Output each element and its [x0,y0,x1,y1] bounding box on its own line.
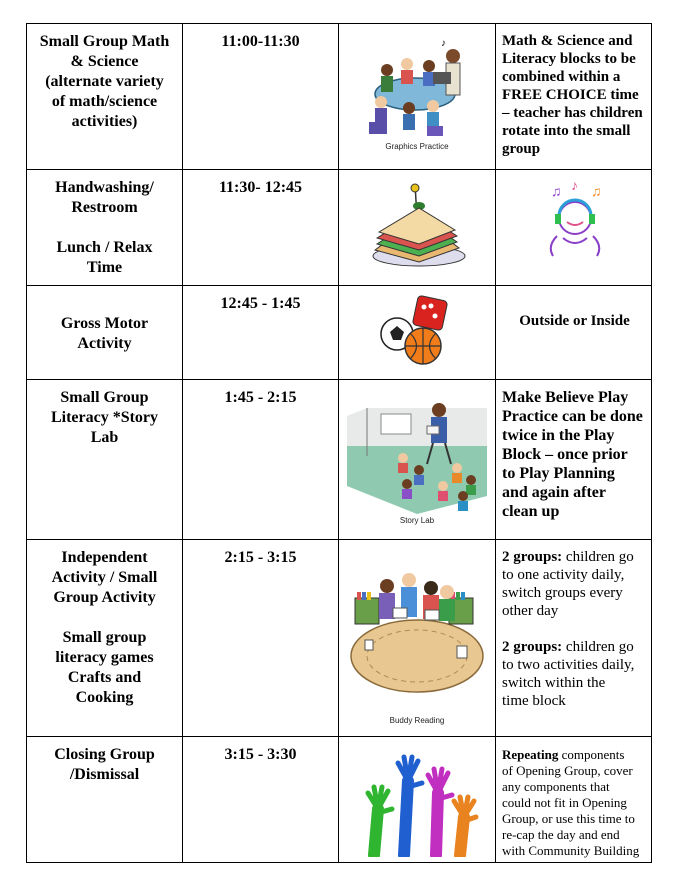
image-cell [339,737,496,863]
activity-line: Small Group Math [39,33,170,50]
time-cell [183,540,339,737]
svg-text:♫: ♫ [590,185,601,200]
raised-hands-icon [352,747,482,857]
spacer [502,620,647,638]
activity-line: Small group [62,629,147,646]
note-cell [496,286,652,380]
note-line: to one activity daily, [502,567,625,583]
activity-line: /Dismissal [69,766,140,783]
spacer [33,218,176,238]
svg-text:♪: ♪ [441,38,446,49]
activity-line: Lab [90,429,119,446]
activity-line: activities) [71,113,138,130]
image-caption: Story Lab [399,516,435,525]
note-line: FREE CHOICE time [502,87,639,103]
image-caption: Graphics Practice [385,142,449,151]
activity-line: Literacy *Story [50,409,159,426]
image-caption: Buddy Reading [389,716,445,725]
classroom-group-icon [357,32,477,142]
schedule-row [27,170,652,286]
note-line: Make Believe Play [502,389,629,406]
note-line: switch groups every [502,585,623,601]
activity-line: (alternate variety [45,73,164,90]
note-line: of Opening Group, cover [502,763,633,778]
schedule-row [27,286,652,380]
activity-line: Cooking [75,689,134,706]
activity-line: Independent [61,549,148,566]
time-cell [183,380,339,540]
time-value: 11:30- 12:45 [218,179,303,196]
activity-line: Crafts and [67,669,142,686]
schedule-row [27,737,652,863]
note-line [502,548,647,566]
note-text: children go [562,549,634,565]
time-value: 11:00-11:30 [221,33,300,50]
activity-cell [27,737,183,863]
image-cell [339,380,496,540]
note-lead: 2 groups: [502,639,563,655]
note-cell [496,737,652,863]
activity-cell [27,286,183,380]
note-cell [496,380,652,540]
note-line: clean up [502,503,560,520]
activity-line: Closing Group [54,746,155,763]
activity-line: Time [86,259,123,276]
activity-cell [27,380,183,540]
activity-line: Group Activity [53,589,156,606]
note-line: combined within a [502,69,621,85]
activity-line: Gross Motor [60,315,149,332]
image-cell [339,24,496,170]
note-line: with Community Building [502,843,640,858]
note-line: Outside or Inside [519,313,630,329]
activity-line: of math/science [51,93,158,110]
spacer [33,608,176,628]
note-line: group [502,141,541,157]
note-line: twice in the Play [502,427,615,444]
note-line: Practice can be done [502,408,643,425]
note-line: – teacher has children [502,105,643,121]
note-line: Group, or use this time to [502,811,635,826]
note-line [502,747,647,763]
note-line: any components that [502,779,610,794]
schedule-row [27,540,652,737]
image-cell [339,170,496,286]
activity-line: & Science [70,53,139,70]
activity-line: Activity [77,335,132,352]
music-relax-icon [529,176,619,266]
activity-cell [27,170,183,286]
note-lead: 2 groups: [502,549,563,565]
note-line [502,638,647,656]
note-lead: Repeating [502,747,559,762]
schedule-row [27,24,652,170]
activity-cell [27,24,183,170]
schedule-row [27,380,652,540]
image-cell [339,540,496,737]
time-value: 3:15 - 3:30 [224,746,297,763]
activity-line: literacy games [55,649,154,666]
activity-line: Restroom [71,199,138,216]
sandwich-icon [367,178,467,274]
note-cell [496,540,652,737]
time-cell [183,24,339,170]
activity-line: Handwashing/ [55,179,154,196]
note-line: Math & Science and [502,33,633,49]
time-value: 2:15 - 3:15 [224,549,297,566]
activity-line: Small Group [60,389,149,406]
note-line: Block – once prior [502,446,628,463]
svg-text:♫: ♫ [550,185,561,200]
note-line: re-cap the day and end [502,827,620,842]
note-line: to two activities daily, [502,657,635,673]
time-cell [183,170,339,286]
time-cell [183,286,339,380]
balls-and-dice-icon [377,292,457,372]
note-line: other day [502,603,559,619]
time-value: 12:45 - 1:45 [220,295,301,312]
note-line: Literacy blocks to be [502,51,636,67]
note-line: rotate into the small [502,123,631,139]
note-line: switch within the [502,675,606,691]
note-line: and again after [502,484,606,501]
activity-line: Activity / Small [51,569,158,586]
schedule-table [26,23,652,863]
buddy-reading-icon [347,562,487,696]
image-cell [339,286,496,380]
note-text: components [558,747,625,762]
story-time-icon [347,386,487,514]
svg-text:♪: ♪ [570,179,578,194]
time-value: 1:45 - 2:15 [224,389,297,406]
activity-line: Lunch / Relax [56,239,153,256]
note-line: could not fit in Opening [502,795,627,810]
note-text: children go [562,639,634,655]
note-line: time block [502,693,566,709]
time-cell [183,737,339,863]
activity-cell [27,540,183,737]
note-cell [496,170,652,286]
note-cell [496,24,652,170]
note-line: to Play Planning [502,465,615,482]
